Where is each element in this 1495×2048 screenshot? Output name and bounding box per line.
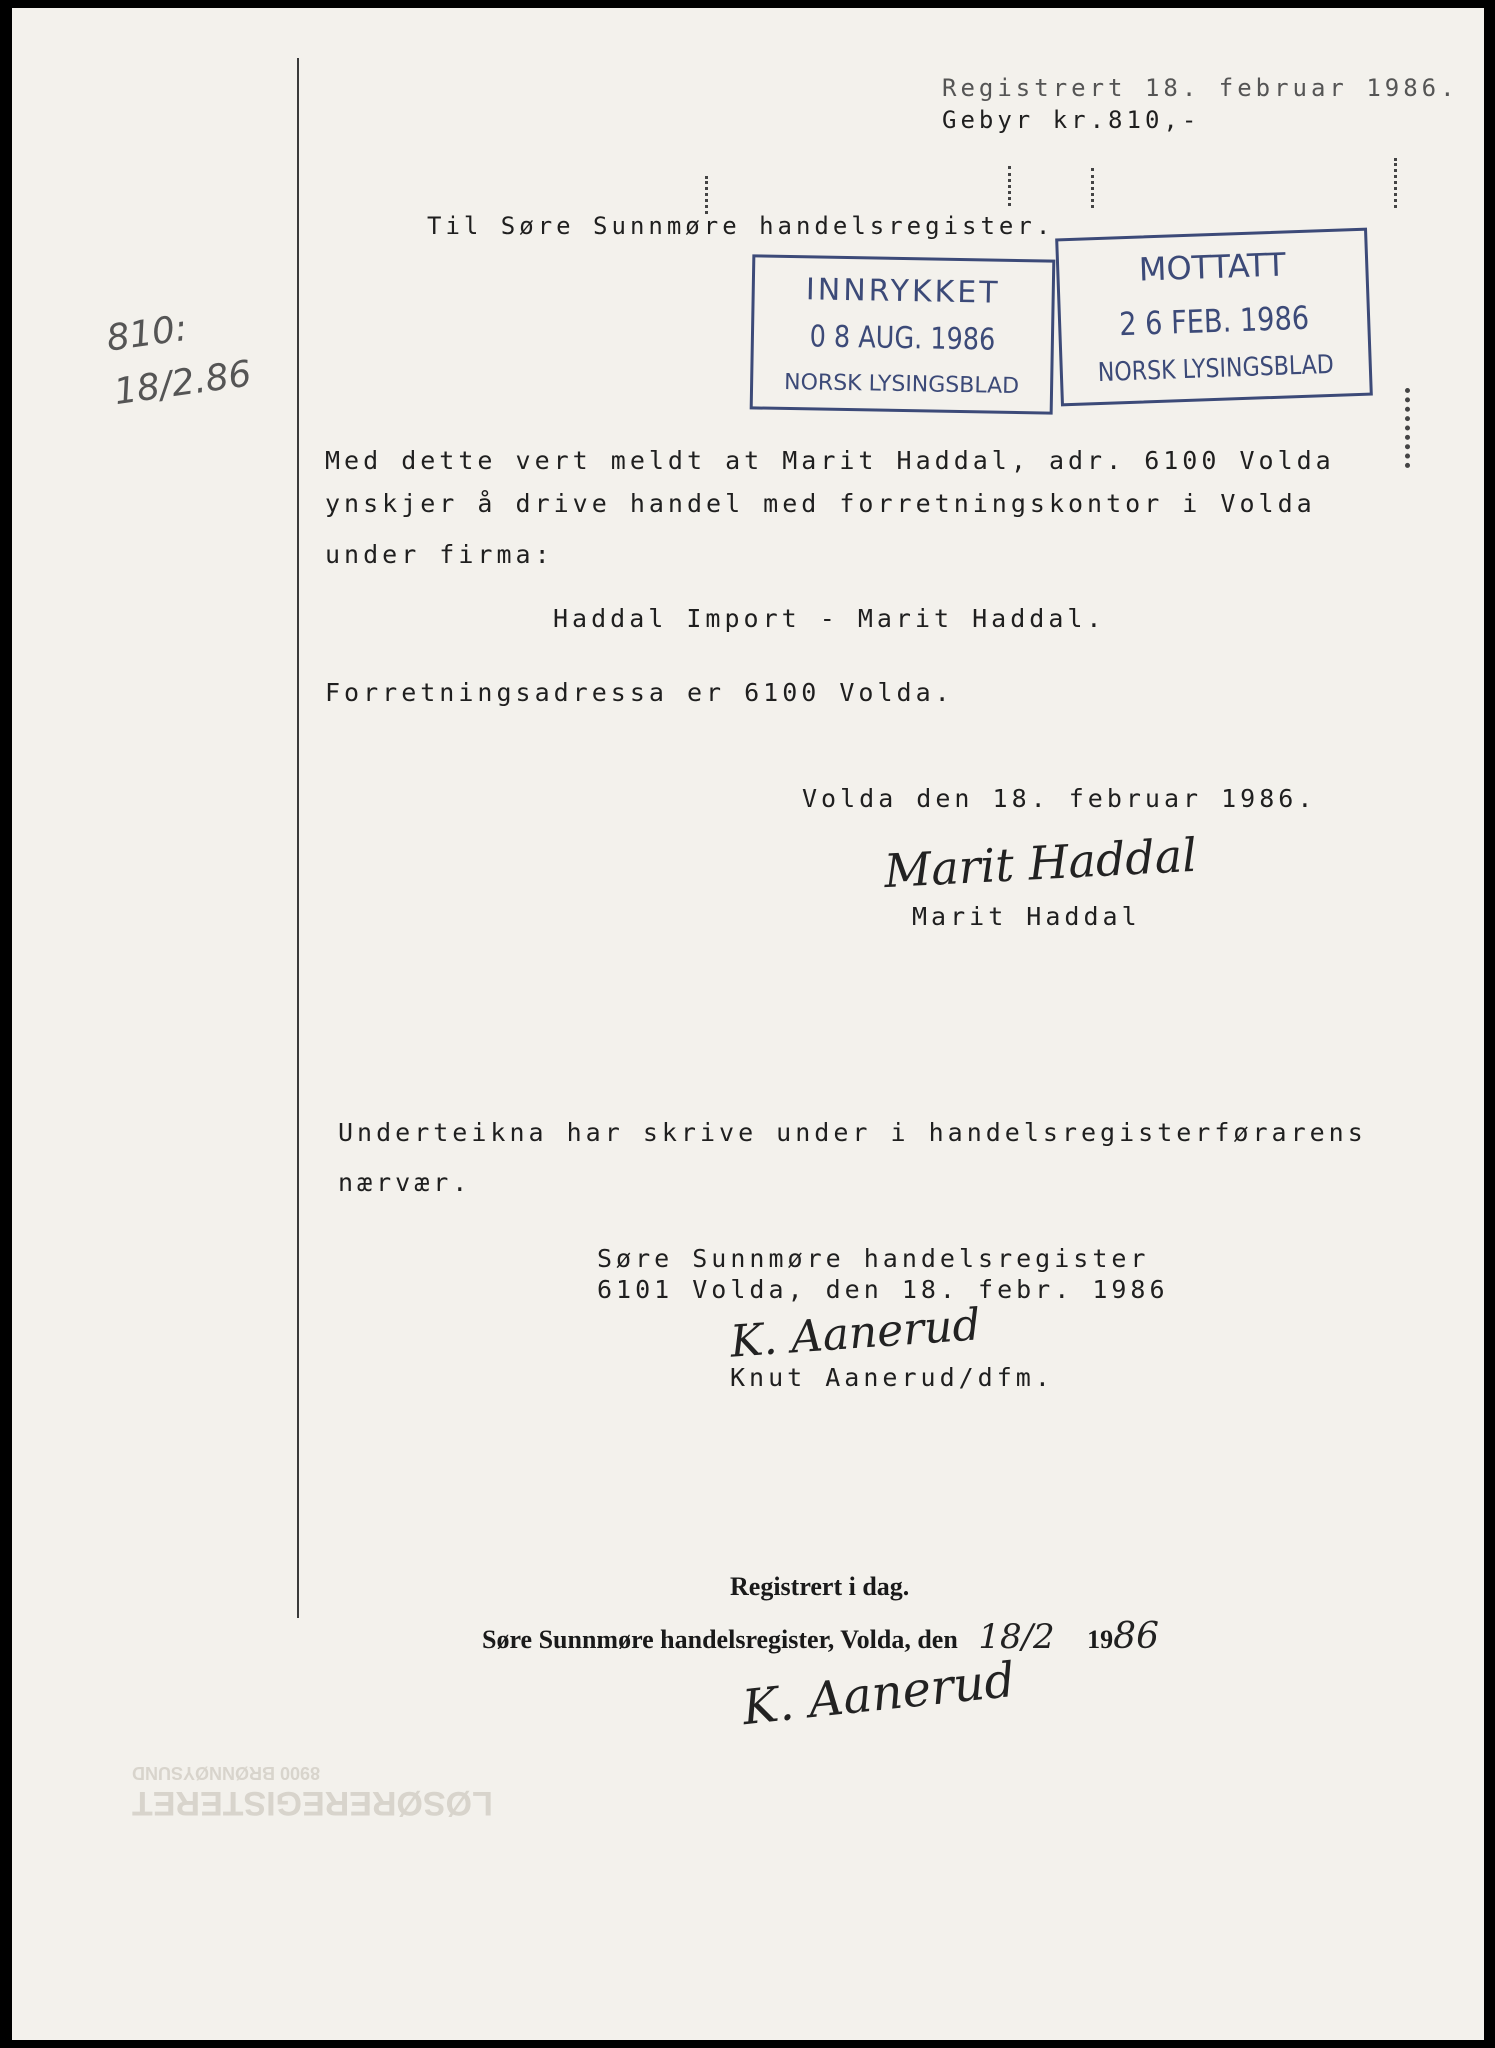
firm-name: Haddal Import - Marit Haddal. xyxy=(553,604,1106,633)
document-page xyxy=(12,8,1484,2040)
innrykket-source: NORSK LYSINGSBLAD xyxy=(783,369,1020,400)
faint-stamp-line2: 8900 BRØNNØYSUND xyxy=(132,1763,321,1783)
innrykket-date: 0 8 AUG. 1986 xyxy=(809,319,996,358)
fee-line: Gebyr kr.810,- xyxy=(942,106,1201,134)
margin-note xyxy=(103,294,255,420)
body-line-2: ynskjer å drive handel med forretningskontor i Volda xyxy=(325,489,1316,518)
faint-stamp-line1: LØSØREREGISTERET xyxy=(132,1784,493,1822)
mottatt-stamp xyxy=(1055,228,1373,407)
registered-line: Registrert 18. februar 1986. xyxy=(942,74,1459,102)
ink-mark xyxy=(1008,166,1011,206)
handwritten-year: 86 xyxy=(1113,1616,1159,1657)
mottatt-source: NORSK LYSINGSBLAD xyxy=(1097,349,1335,389)
margin-note-line1: 810: xyxy=(103,307,190,360)
body-line-1: Med dette vert meldt at Marit Haddal, adr. 6100 Volda xyxy=(325,446,1335,475)
ink-mark xyxy=(1394,158,1397,208)
signature-marit-haddal: Marit Haddal xyxy=(882,827,1199,899)
registration-line-2 xyxy=(482,1616,1159,1657)
business-address: Forretningsadressa er 6100 Volda. xyxy=(325,678,954,707)
registry-place-date: 6101 Volda, den 18. febr. 1986 xyxy=(597,1275,1169,1304)
addressee-line: Til Søre Sunnmøre handelsregister. xyxy=(427,212,1055,240)
ink-mark xyxy=(705,176,708,214)
left-margin-rule xyxy=(297,58,299,1618)
officer-name: Knut Aanerud/dfm. xyxy=(730,1363,1054,1392)
year-prefix: 19 xyxy=(1087,1625,1114,1654)
innrykket-title: INNRYKKET xyxy=(805,272,1001,311)
witness-line-1: Underteikna har skrive under i handelsregisterførarens xyxy=(338,1118,1367,1147)
innrykket-stamp xyxy=(750,254,1056,414)
place-date: Volda den 18. februar 1986. xyxy=(802,784,1317,813)
faint-registry-stamp xyxy=(132,1762,493,1822)
signer-name: Marit Haddal xyxy=(912,902,1141,931)
registry-name: Søre Sunnmøre handelsregister xyxy=(597,1244,1150,1273)
registration-line-1: Registrert i dag. xyxy=(730,1572,910,1601)
signature-registration: K. Aanerud xyxy=(739,1651,1018,1737)
mottatt-date: 2 6 FEB. 1986 xyxy=(1118,298,1310,344)
registration-prefix: Søre Sunnmøre handelsregister, Volda, den xyxy=(482,1625,958,1654)
mottatt-title: MOTTATT xyxy=(1138,245,1287,289)
margin-note-line2: 18/2.86 xyxy=(111,353,254,414)
body-line-3: under firma: xyxy=(325,540,554,569)
ink-mark xyxy=(1405,388,1410,468)
ink-mark xyxy=(1091,168,1094,208)
witness-line-2: nærvær. xyxy=(338,1168,472,1197)
signature-aanerud: K. Aanerud xyxy=(728,1299,983,1368)
handwritten-date: 18/2 xyxy=(978,1617,1055,1657)
